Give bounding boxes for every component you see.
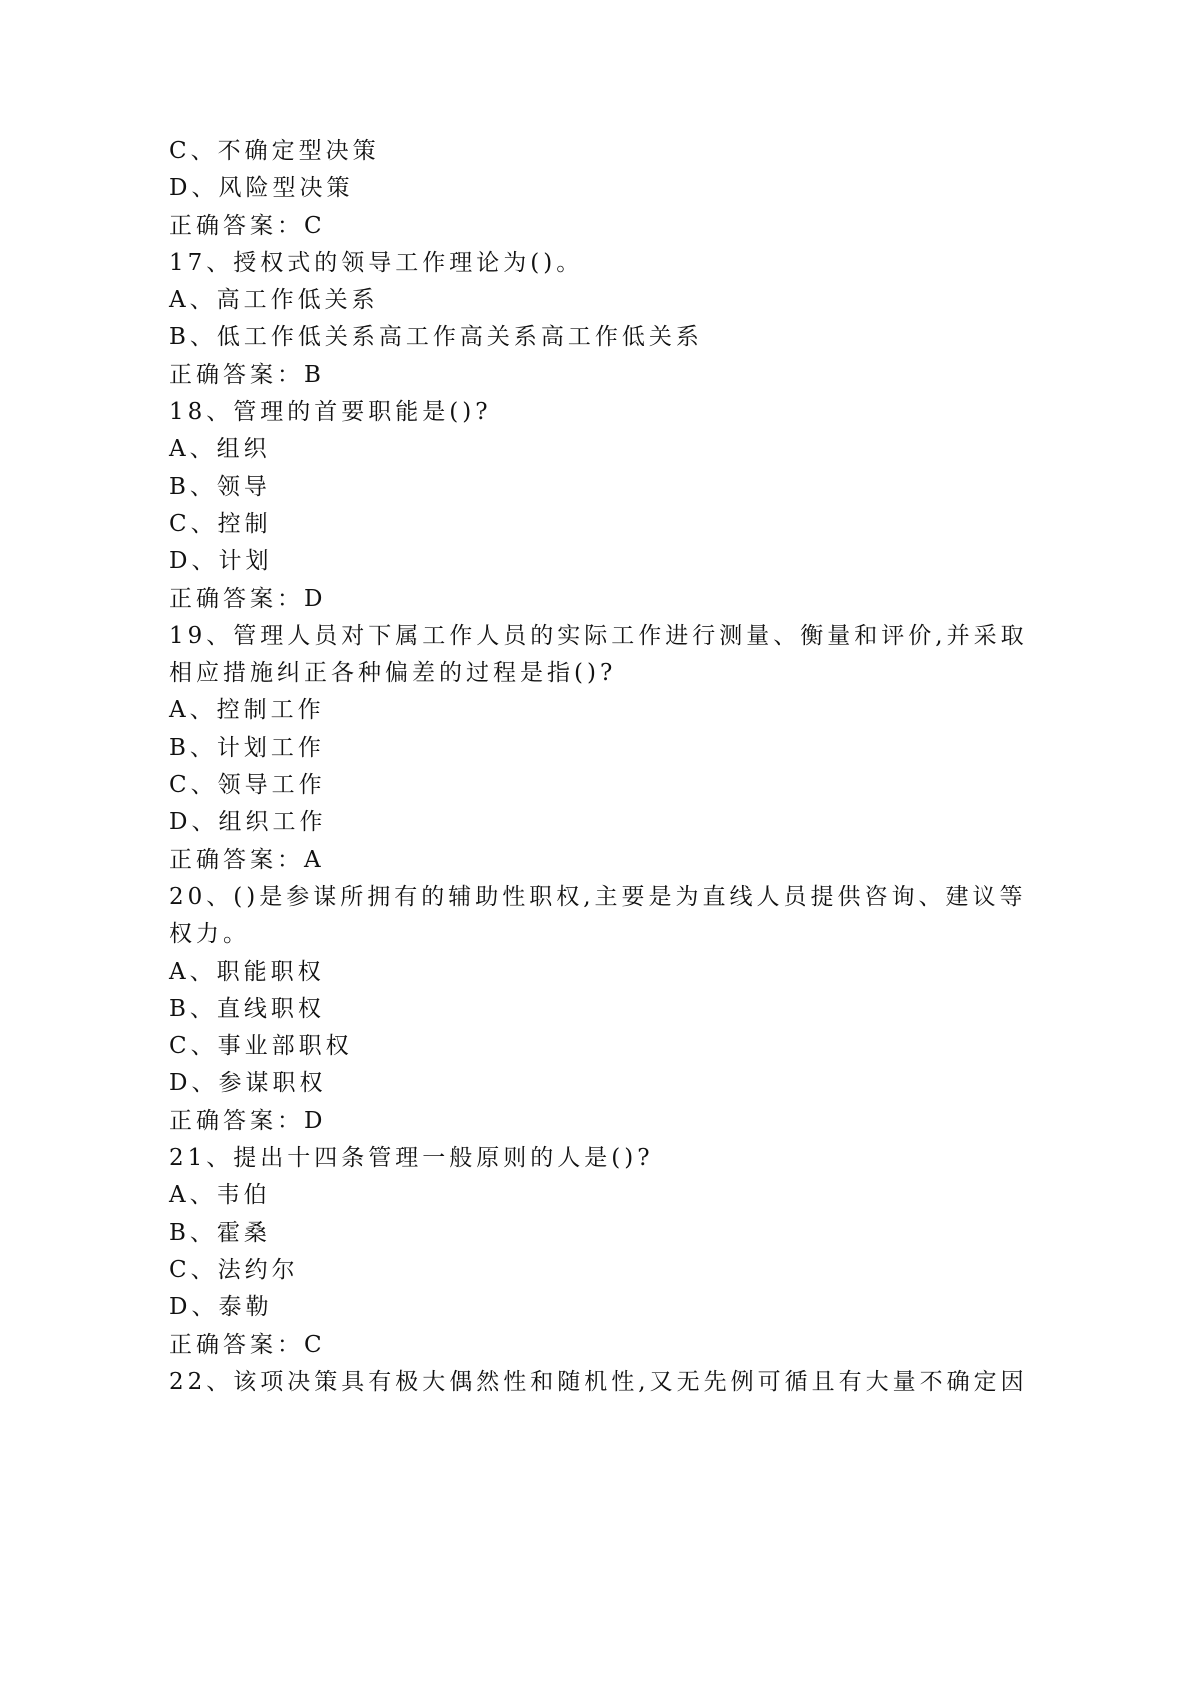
option-a-line: A、韦伯 (169, 1182, 271, 1209)
option-d-line: D、泰勒 (169, 1294, 273, 1321)
option-b-line: B、直线职权 (169, 995, 325, 1022)
option-c-line: C、事业部职权 (169, 1033, 353, 1060)
question-22: 22、该项决策具有极大偶然性和随机性,又无先例可循且有大量不确定因 (169, 1368, 1028, 1395)
answer-line: 正确答案：C (169, 1331, 326, 1358)
option-c-line: C、法约尔 (169, 1256, 299, 1283)
question-19-continued: 相应措施纠正各种偏差的过程是指()? (169, 660, 617, 687)
option-c-line: C、不确定型决策 (169, 138, 380, 164)
option-b-line: B、计划工作 (169, 734, 325, 761)
answer-line: 正确答案：C (169, 212, 326, 239)
option-d-line: D、组织工作 (169, 809, 327, 836)
question-18: 18、管理的首要职能是()? (169, 399, 492, 426)
answer-line: 正确答案：D (169, 585, 327, 612)
option-b-line: B、霍桑 (169, 1219, 271, 1246)
question-17: 17、授权式的领导工作理论为()。 (169, 249, 584, 276)
answer-line: 正确答案：D (169, 1107, 327, 1134)
option-c-line: C、领导工作 (169, 772, 326, 799)
question-19: 19、管理人员对下属工作人员的实际工作进行测量、衡量和评价,并采取 (169, 622, 1028, 649)
option-b-line: B、低工作低关系高工作高关系高工作低关系 (169, 324, 703, 351)
option-d-line: D、风险型决策 (169, 175, 354, 202)
option-a-line: A、高工作低关系 (169, 287, 379, 314)
option-d-line: D、参谋职权 (169, 1070, 327, 1097)
question-21: 21、提出十四条管理一般原则的人是()? (169, 1145, 654, 1172)
answer-line: 正确答案：B (169, 361, 325, 388)
option-c-line: C、控制 (169, 510, 272, 537)
document-page (169, 133, 1028, 1401)
question-20: 20、()是参谋所拥有的辅助性职权,主要是为直线人员提供咨询、建议等 (169, 883, 1027, 910)
option-b-line: B、领导 (169, 473, 271, 500)
option-a-line: A、职能职权 (169, 958, 325, 985)
option-d-line: D、计划 (169, 548, 273, 575)
question-20-continued: 权力。 (169, 921, 250, 948)
option-a-line: A、控制工作 (169, 697, 325, 724)
option-a-line: A、组织 (169, 436, 271, 463)
answer-line: 正确答案：A (169, 846, 325, 873)
